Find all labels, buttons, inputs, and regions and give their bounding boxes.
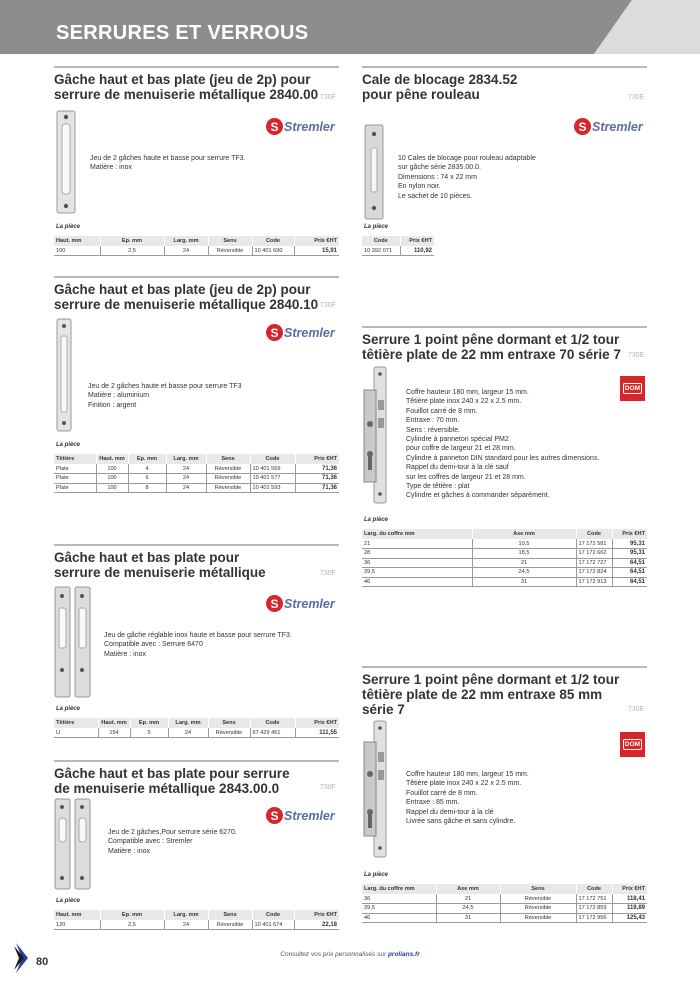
table-row: 28 18,5 17 172 662 95,31: [364, 550, 645, 557]
blocking-wedge-image: [364, 124, 384, 220]
stremler-logo: S Stremler: [266, 118, 335, 135]
reference-code: 730E: [628, 94, 645, 101]
product-gache-2840-10: [54, 276, 339, 532]
strike-plate-image: [56, 318, 72, 432]
product-description: Jeu de 2 gâches haute et basse pour serrure TF3. Matière : inox: [90, 155, 246, 172]
product-title: Serrure 1 point pêne dormant et 1/2 tour têtière plate de 22 mm entraxe 85 mm série 7: [362, 672, 620, 717]
dom-logo: DOM: [620, 732, 645, 757]
spec-table: [362, 529, 647, 587]
table-row: Plate 100 4 24 Réversible 10 401 569 71,36: [56, 465, 337, 472]
reference-code: 730F: [320, 302, 336, 309]
product-title: Gâche haut et bas plate pour serrure de menuiserie métallique: [54, 550, 266, 580]
product-description: Jeu de gâche réglable inox haute et basse pour serrure TF3. Compatible avec : Serrure 6470 Matière : inox: [104, 632, 292, 658]
product-gache-2840-00: [54, 66, 339, 266]
product-title: Gâche haut et bas plate pour serrure de menuiserie métallique 2843.00.0: [54, 766, 290, 796]
table-header-row: Code Prix €HT: [362, 236, 434, 246]
section-rule: [362, 326, 647, 328]
table-header-row: Larg. du coffre mm Axe mm Sens Code Prix €HT: [364, 886, 645, 892]
unit-label: La pièce: [364, 224, 389, 230]
stremler-logo: S Stremler: [266, 324, 335, 341]
table-header-row: Larg. du coffre mm Axe mm Code Prix €HT: [364, 531, 645, 537]
table-row: 46 31 Réversible 17 172 956 125,43: [364, 914, 645, 921]
table-header-row: Têtière Haut. mm Ep. mm Larg. mm Sens Code Prix €HT: [56, 456, 337, 462]
spec-table: [54, 454, 339, 493]
stremler-logo: S Stremler: [574, 118, 643, 135]
section-rule: [54, 276, 339, 278]
product-gache-2843-00-0: [54, 760, 339, 940]
table-row: 10 392 071 110,92: [364, 247, 432, 254]
product-description: Coffre hauteur 180 mm, largeur 15 mm. Têtière plate inox 240 x 22 x 2.5 mm. Fouillot carré de 8 mm. Entraxe : 85 mm. Rappel du demi-tour à la clé Livrée sans gâche et sans cylindre.: [406, 771, 529, 826]
product-title: Cale de blocage 2834.52 pour pêne rouleau: [362, 72, 518, 102]
product-description: Coffre hauteur 180 mm, largeur 15 mm. Têtière plate inox 240 x 22 x 2.5 mm. Fouillot carré de 8 mm. Entraxe : 70 mm. Sens : réversible. Cylindre à panneton spécial PM2 pour coffre de largeur 21 et 28 mm. Cylindre à panneton DIN standard pour les autres dimensions. Rappel du demi-tour à la clé sauf sur les coffres de largeur 21 et 28 mm. Type de têtière : plat Cylindre et gâches à commander séparément.: [406, 389, 600, 500]
unit-label: La pièce: [56, 706, 81, 712]
stremler-logo: S Stremler: [266, 807, 335, 824]
lock-image: [362, 366, 392, 504]
table-row: Plate 100 8 24 Réversible 10 401 593 71,36: [56, 484, 337, 491]
product-title: Gâche haut et bas plate (jeu de 2p) pour serrure de menuiserie métallique 2840.00: [54, 72, 319, 102]
stremler-logo: S Stremler: [266, 595, 335, 612]
table-row: 46 31 17 172 913 64,51: [364, 578, 645, 585]
strike-plate-image: [54, 798, 94, 890]
unit-label: La pièce: [56, 442, 81, 448]
table-row: 36 21 Réversible 17 172 751 118,41: [364, 895, 645, 902]
section-rule: [362, 666, 647, 668]
table-row: 39,5 24,5 17 172 824 64,51: [364, 569, 645, 576]
table-row: 21 10,5 17 172 581 95,31: [364, 540, 645, 547]
section-rule: [54, 760, 339, 762]
unit-label: La pièce: [364, 872, 389, 878]
section-rule: [54, 544, 339, 546]
strike-plate-image: [56, 110, 76, 214]
product-cale-2834-52: [362, 66, 647, 266]
footer-note: Consultez vos prix personnalisés sur prolians.fr: [280, 951, 420, 958]
table-header-row: Haut. mm Ep. mm Larg. mm Sens Code Prix €HT: [56, 912, 337, 918]
reference-code: 730E: [628, 352, 645, 359]
product-serrure-entraxe-70: [362, 326, 647, 604]
spec-table: [362, 236, 434, 256]
table-row: 100 2,5 24 Réversible 10 401 690 15,91: [56, 247, 337, 254]
unit-label: La pièce: [364, 517, 389, 523]
spec-table: [54, 910, 339, 930]
unit-label: La pièce: [56, 898, 81, 904]
page-title: SERRURES ET VERROUS: [56, 22, 309, 44]
footer-link[interactable]: prolians.fr: [387, 951, 420, 958]
spec-table: [362, 884, 647, 923]
table-header-row: Haut. mm Ep. mm Larg. mm Sens Code Prix €HT: [56, 238, 337, 244]
spec-table: [54, 236, 339, 256]
product-description: 10 Cales de blocage pour rouleau adaptable sur gâche série 2835.00.0. Dimensions : 74 x 22 mm En nylon noir. Le sachet de 10 pièces.: [398, 155, 536, 200]
table-row: U 154 5 24 Réversible 67 429 451 111,55: [56, 729, 337, 736]
product-description: Jeu de 2 gâches haute et basse pour serrure TF3 Matière : aluminium Finition : argent: [88, 383, 242, 409]
table-header-row: Têtière Haut. mm Ep. mm Larg. mm Sens Code Prix €HT: [56, 720, 337, 726]
product-gache-reglable: [54, 544, 339, 750]
product-description: Jeu de 2 gâches,Pour serrure série 6270. Compatible avec : Stremler Matière : inox: [108, 829, 237, 855]
reference-code: 730F: [320, 94, 336, 101]
unit-label: La pièce: [56, 224, 81, 230]
page-arrow-icon: [14, 943, 32, 973]
page-number: 80: [36, 956, 49, 968]
table-row: Plate 100 6 24 Réversible 10 401 577 71,36: [56, 475, 337, 482]
lock-image: [362, 720, 392, 858]
spec-table: [54, 718, 339, 738]
reference-code: 730F: [320, 784, 336, 791]
table-row: 36 21 17 172 727 64,51: [364, 559, 645, 566]
table-row: 39,5 24,5 Réversible 17 172 859 119,89: [364, 905, 645, 912]
dom-logo: DOM: [620, 376, 645, 401]
product-serrure-entraxe-85: [362, 666, 647, 938]
section-rule: [362, 66, 647, 68]
product-title: Serrure 1 point pêne dormant et 1/2 tour têtière plate de 22 mm entraxe 70 série 7: [362, 332, 621, 362]
table-row: 120 2,5 24 Réversible 10 401 674 22,18: [56, 921, 337, 928]
strike-plate-image: [54, 586, 94, 698]
product-title: Gâche haut et bas plate (jeu de 2p) pour serrure de menuiserie métallique 2840.10: [54, 282, 319, 312]
reference-code: 730F: [320, 570, 336, 577]
section-rule: [54, 66, 339, 68]
reference-code: 730E: [628, 706, 645, 713]
